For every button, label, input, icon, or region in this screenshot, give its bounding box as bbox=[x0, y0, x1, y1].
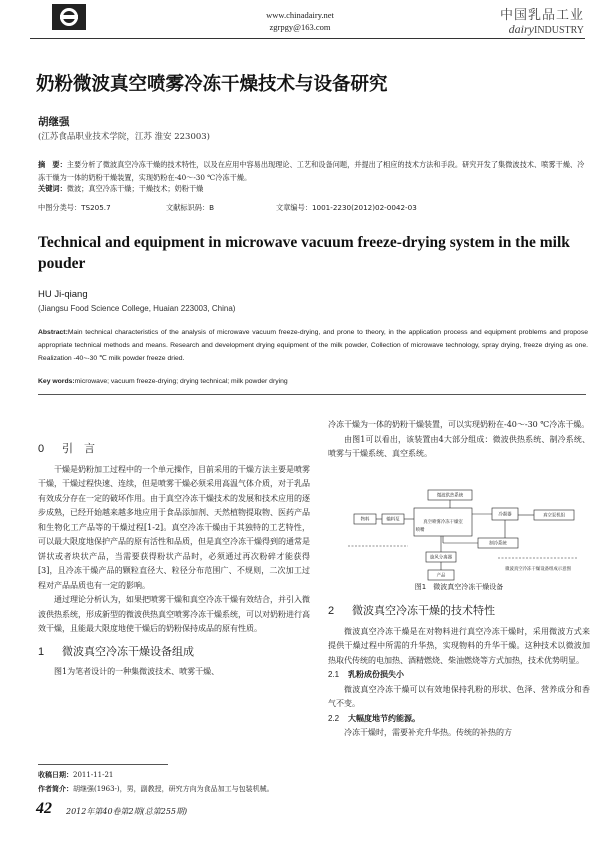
paragraph: 微波真空冷冻干燥是在对物料进行真空冷冻干燥时，采用微波方式来提供干燥过程中所需的升华热，实现物料的升华干燥。这种技术以微波加热取代传统的电加热、酒精燃烧、柴油燃烧等方式加热，技术优势明显。 bbox=[328, 626, 590, 665]
diagram-bottom-note: 微波真空冷冻干燥设备组成示意图 bbox=[505, 567, 571, 572]
right-column-top bbox=[328, 418, 590, 462]
paragraph: 冷冻干燥为一体的奶粉干燥装置，可以实现奶粉在-40～-30 ℃冷冻干燥。 bbox=[328, 420, 590, 429]
journal-name-industry: INDUSTRY bbox=[533, 25, 584, 36]
footnote-author-bio: 胡继强(1963-)，男，副教授，研究方向为食品加工与包装机械。 bbox=[73, 785, 274, 793]
journal-name-dairy: dairy bbox=[508, 22, 534, 36]
paragraph: 图1为笔者设计的一种集微波技术、喷雾干燥、 bbox=[54, 667, 220, 676]
diagram-label-nozzle: 喷嘴 bbox=[415, 528, 425, 533]
diagram-label-refrigeration: 制冷系统 bbox=[489, 541, 507, 547]
figure-caption: 图1 微波真空冷冻干燥设备 bbox=[414, 583, 504, 591]
journal-name-cn: 中国乳品工业 bbox=[499, 8, 584, 23]
section-number: 2 bbox=[328, 605, 335, 617]
left-column bbox=[38, 442, 310, 680]
clc-number: 中图分类号：TS205.7 bbox=[38, 203, 111, 212]
section-heading-1 bbox=[38, 645, 310, 660]
section-title: 引 言 bbox=[62, 442, 95, 455]
right-column-bottom bbox=[328, 604, 590, 741]
article-number: 文章编号：1001-2230(2012)02-0042-03 bbox=[276, 203, 417, 212]
abstract-cn bbox=[38, 158, 586, 184]
diagram-label-cyclone: 旋风分离器 bbox=[430, 555, 452, 561]
paragraph: 通过理论分析认为，如果把喷雾干燥和真空冷冻干燥有效结合，并引入微波供热系统，形成新型的微波供热真空喷雾冷冻干燥系统，可以对奶粉进行高效干燥，且能最大限度地使干燥后的奶粉保持成品的原有性质。 bbox=[38, 595, 310, 633]
issue-info: 2012年第40卷第2期(总第255期) bbox=[66, 807, 188, 816]
diagram-label-feed: 物料 bbox=[360, 517, 370, 523]
footnote-received-label: 收稿日期： bbox=[38, 771, 73, 779]
abstract-en-text: Main technical characteristics of the analysis of microwave vacuum freeze-drying, and prone to theory, in the application process and equipment problems and propose appropriate technical methods and means. Research and development drying equipment of the milk powder, Collection of microwave technology, spray drying, freeze drying as one. Realization -40~-30 ℃ milk powder freeze dried. bbox=[38, 329, 588, 363]
keywords-cn-label: 关键词： bbox=[38, 184, 67, 193]
section-number: 0 bbox=[38, 443, 45, 455]
diagram-label-condenser: 冷凝器 bbox=[498, 512, 512, 518]
page-number: 42 bbox=[36, 800, 52, 817]
keywords-cn-text: 微波；真空冷冻干燥；干燥技术；奶粉干燥 bbox=[66, 184, 204, 193]
footnote-author bbox=[38, 784, 274, 794]
keywords-cn bbox=[38, 184, 586, 194]
keywords-en bbox=[38, 378, 588, 385]
abstract-en-label: Abstract: bbox=[38, 329, 68, 336]
affiliation-en: (Jiangsu Food Science College, Huaian 223003, China) bbox=[38, 304, 236, 313]
footnote-author-label: 作者简介： bbox=[38, 785, 73, 793]
author-en: HU Ji-qiang bbox=[38, 289, 88, 300]
section-heading-2 bbox=[328, 604, 590, 619]
journal-name-en bbox=[509, 22, 584, 37]
header-divider bbox=[30, 38, 585, 39]
equipment-diagram bbox=[348, 488, 578, 584]
diagram-label-spray-chamber: 真空喷雾冷冻干燥室 bbox=[423, 520, 463, 525]
diagram-label-product: 产品 bbox=[436, 573, 446, 579]
subsection-title: 大幅度地节约能源。 bbox=[348, 713, 420, 723]
abstract-cn-label: 摘 要： bbox=[38, 160, 67, 169]
abstract-divider bbox=[38, 394, 586, 395]
site-email[interactable]: zgrpgy@163.com bbox=[269, 22, 331, 32]
diagram-label-microwave: 微波供热系统 bbox=[436, 493, 464, 499]
subsection-number: 2.2 bbox=[328, 713, 340, 723]
paragraph: 冷冻干燥时，需要补充升华热。传统的补热的方 bbox=[344, 728, 512, 737]
paper-title-cn: 奶粉微波真空喷雾冷冻干燥技术与设备研究 bbox=[36, 74, 388, 95]
subsection-number: 2.1 bbox=[328, 670, 340, 679]
author-cn: 胡继强 bbox=[38, 116, 70, 128]
section-number: 1 bbox=[38, 645, 45, 658]
footnote-received bbox=[38, 770, 113, 780]
document-code: 文献标识码：B bbox=[166, 203, 215, 212]
section-heading-0 bbox=[38, 442, 310, 457]
abstract-cn-text: 主要分析了微波真空冷冻干燥的技术特性，以及在应用中容易出现理论、工艺和设备问题，并提出了相应的技术方法和手段。研究开发了集微波技术、喷雾干燥、冷冻干燥为一体的奶粉干燥装置，实现奶粉在-40～-30 ℃冷冻干燥。 bbox=[38, 160, 585, 182]
site-url[interactable]: www.chinadairy.net bbox=[266, 10, 334, 20]
subsection-title: 乳粉成份损失小 bbox=[348, 670, 404, 679]
section-title: 微波真空冷冻干燥设备组成 bbox=[62, 644, 194, 658]
keywords-en-label: Key words: bbox=[38, 378, 75, 385]
paragraph: 干燥是奶粉加工过程中的一个单元操作，目前采用的干燥方法主要是喷雾干燥，干燥过程快速、连续，但是喷雾干燥必须采用高温气体介质，对于乳品有效成分存在一定的破坏作用。由于真空冷冻干燥技术的发展和技术应用的逐步成熟，已经开始越来越多地应用于食品添加剂、天然植物提取物、医药产品和生物化工产品等的干燥过程[1-2]。真空冷冻干燥由于其独特的工艺特性，可以最大限度地保护产品的原有活性和品质，但是真空冷冻干燥得到的通常是饼状或者块状产品，当需要获得粉状产品时，必须通过再次粉碎才能获得[3]，且冷冻干燥产品的颗粒直径大、粒径分布范围广、不规则，二次加工过程对产品品质也有一定的影响。 bbox=[38, 464, 310, 590]
paragraph: 微波真空冷冻干燥可以有效地保持乳粉的形状、色泽、营养成分和香气不变。 bbox=[328, 684, 590, 708]
paper-title-en: Technical and equipment in microwave vacuum freeze-drying system in the milk pouder bbox=[38, 234, 570, 272]
abstract-en bbox=[38, 326, 588, 366]
paragraph: 由图1可以看出，该装置由4大部分组成：微波供热系统、制冷系统、喷雾与干燥系统、真空系统。 bbox=[328, 434, 590, 458]
subsection-heading-2-1 bbox=[328, 668, 590, 683]
subsection-heading-2-2 bbox=[328, 712, 590, 727]
footnote-divider bbox=[38, 764, 168, 765]
footnote-received-date: 2011-11-21 bbox=[73, 771, 114, 779]
diagram-label-vacuum: 真空泵机组 bbox=[543, 513, 565, 519]
keywords-en-text: microwave; vacuum freeze-drying; drying technical; milk powder drying bbox=[74, 378, 288, 385]
affiliation-cn: (江苏食品职业技术学院，江苏 淮安 223003) bbox=[38, 132, 210, 142]
diagram-label-pump: 输料泵 bbox=[386, 517, 400, 523]
section-title: 微波真空冷冻干燥的技术特性 bbox=[352, 604, 495, 617]
